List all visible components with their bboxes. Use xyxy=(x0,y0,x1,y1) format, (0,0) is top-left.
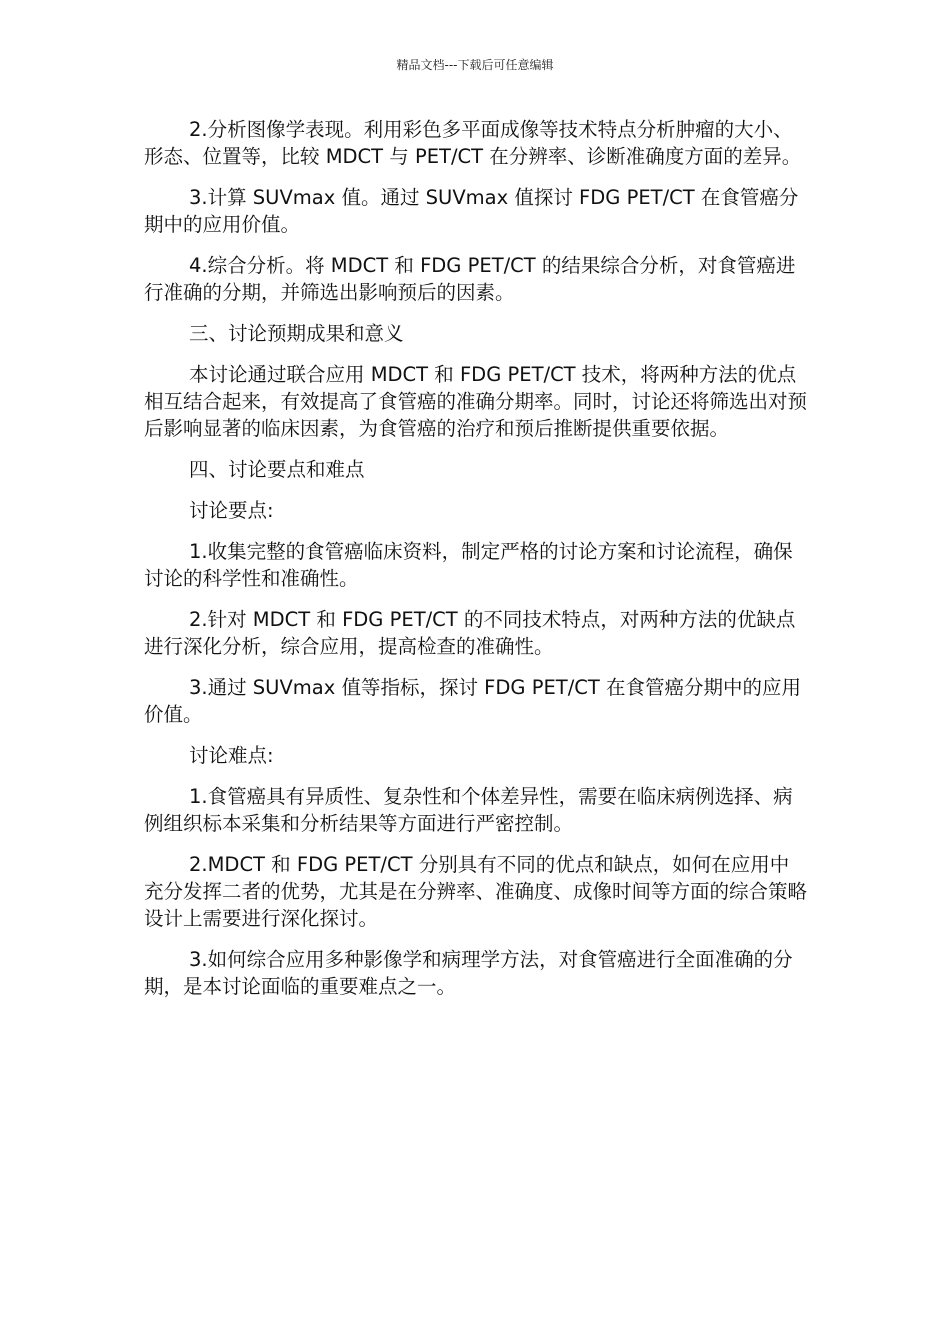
document-body xyxy=(144,116,808,1014)
section-heading-key-points: 四、讨论要点和难点 xyxy=(189,458,365,481)
paragraph-difficulty-3: 3.如何综合应用多种影像学和病理学方法，对食管癌进行全面准确的分期，是本讨论面临的重要难点之一。 xyxy=(144,948,793,998)
paragraph-suvmax-calc: 3.计算 SUVmax 值。通过 SUVmax 值探讨 FDG PET/CT 在食管癌分期中的应用价值。 xyxy=(144,186,799,236)
subheading-key-points: 讨论要点: xyxy=(189,499,274,522)
paragraph-difficulty-2: 2.MDCT 和 FDG PET/CT 分别具有不同的优点和缺点，如何在应用中充分发挥二者的优势，尤其是在分辨率、准确度、成像时间等方面的综合策略设计上需要进行深化探讨。 xyxy=(144,853,808,930)
paragraph-key-point-3: 3.通过 SUVmax 值等指标，探讨 FDG PET/CT 在食管癌分期中的应用价值。 xyxy=(144,676,802,726)
paragraph-comprehensive-analysis: 4.综合分析。将 MDCT 和 FDG PET/CT 的结果综合分析，对食管癌进行准确的分期，并筛选出影响预后的因素。 xyxy=(144,254,796,304)
paragraph-key-point-1: 1.收集完整的食管癌临床资料，制定严格的讨论方案和讨论流程，确保讨论的科学性和准确性。 xyxy=(144,540,793,590)
paragraph-difficulty-1: 1.食管癌具有异质性、复杂性和个体差异性，需要在临床病例选择、病例组织标本采集和分析结果等方面进行严密控制。 xyxy=(144,785,793,835)
paragraph-expected-results: 本讨论通过联合应用 MDCT 和 FDG PET/CT 技术，将两种方法的优点相互结合起来，有效提高了食管癌的准确分期率。同时，讨论还将筛选出对预后影响显著的临床因素，为食管癌的治疗和预后推断提供重要依据。 xyxy=(144,363,808,440)
paragraph-key-point-2: 2.针对 MDCT 和 FDG PET/CT 的不同技术特点，对两种方法的优缺点进行深化分析，综合应用，提高检查的准确性。 xyxy=(144,608,796,658)
subheading-difficulties: 讨论难点: xyxy=(189,744,274,767)
page-header: 精品文档---下载后可任意编辑 xyxy=(396,58,554,72)
paragraph-analysis-imaging: 2.分析图像学表现。利用彩色多平面成像等技术特点分析肿瘤的大小、形态、位置等，比较 MDCT 与 PET/CT 在分辨率、诊断准确度方面的差异。 xyxy=(144,118,802,168)
section-heading-expected-results: 三、讨论预期成果和意义 xyxy=(189,322,404,345)
